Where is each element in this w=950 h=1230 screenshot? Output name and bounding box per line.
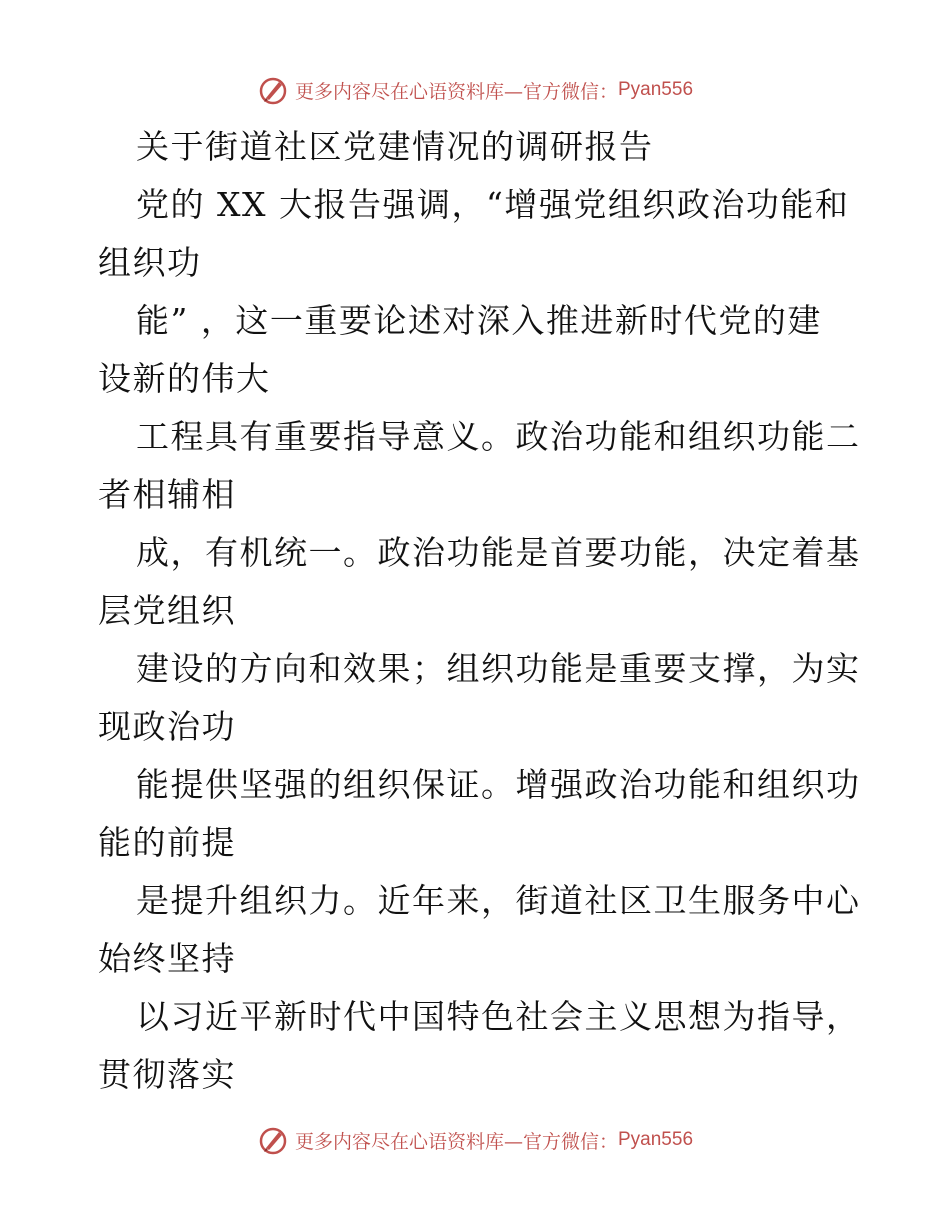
text-line: 成，有机统一。政治功能是首要功能，决定着基 [136,533,861,572]
document-title: 关于街道社区党建情况的调研报告 [136,127,654,166]
footer-watermark-banner [0,1120,950,1160]
text-line: 贯彻落实 [98,1055,236,1094]
text-line: 以习近平新时代中国特色社会主义思想为指导， [136,997,861,1036]
text-line: 工程具有重要指导意义。政治功能和组织功能二 [136,417,861,456]
document-body [98,118,861,1104]
text-line: 始终坚持 [98,939,236,978]
pen-logo-icon [257,1124,289,1156]
text-line: 建设的方向和效果；组织功能是重要支撑，为实 [136,649,861,688]
header-banner-id: Pyan556 [618,79,694,100]
text-line: 能的前提 [98,823,236,862]
text-line: 组织功 [98,243,202,282]
text-line: 层党组织 [98,591,236,630]
text-line: 是提升组织力。近年来，街道社区卫生服务中心 [136,881,861,920]
footer-banner-text: 更多内容尽在心语资料库—官方微信： [294,1130,618,1153]
text-line: 现政治功 [98,707,236,746]
text-line: 能提供坚强的组织保证。增强政治功能和组织功 [136,765,861,804]
text-line: 者相辅相 [98,475,236,514]
text-line: 设新的伟大 [98,359,271,398]
header-watermark-banner [0,70,950,110]
text-line: 党的 XX 大报告强调，“增强党组织政治功能和 [136,185,850,224]
text-line: 能” ，这一重要论述对深入推进新时代党的建 [136,301,822,340]
pen-logo-icon [257,74,289,106]
footer-banner-id: Pyan556 [618,1129,694,1150]
header-banner-text: 更多内容尽在心语资料库—官方微信： [294,80,618,103]
